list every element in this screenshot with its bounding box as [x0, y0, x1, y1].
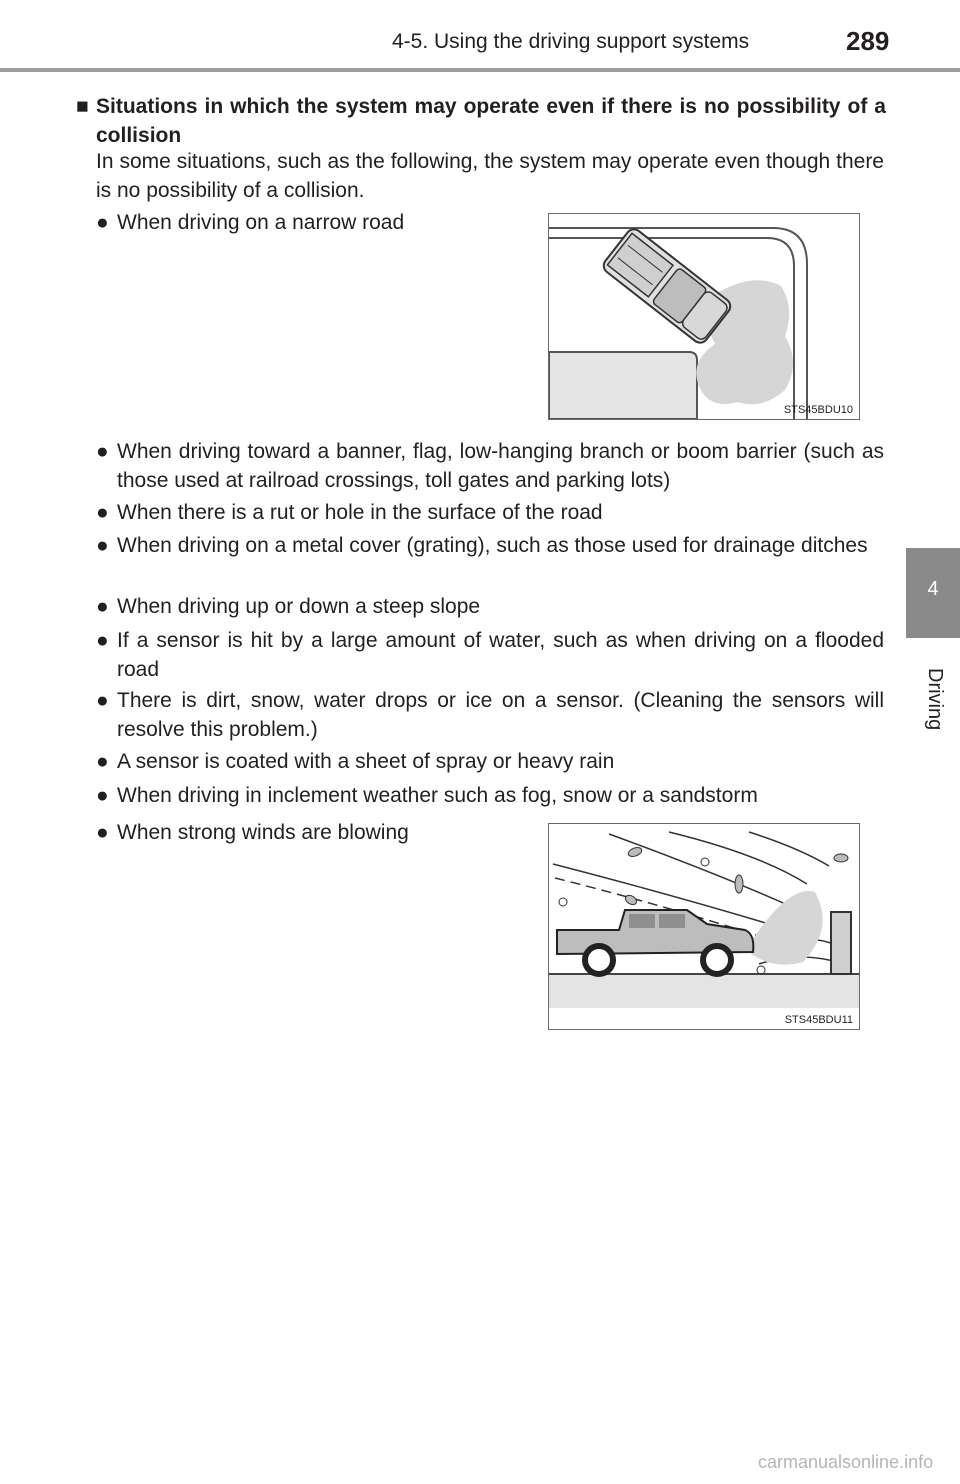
list-item — [96, 747, 884, 776]
intro-paragraph: In some situations, such as the following, the system may operate even though there is no possibility of a collision. — [96, 150, 884, 202]
bullet-icon: ● — [96, 440, 109, 463]
list-item-text: When driving up or down a steep slope — [117, 595, 481, 618]
strong-winds-illustration — [548, 823, 860, 1030]
strong-winds-drawing — [549, 824, 859, 1029]
list-item — [96, 498, 884, 527]
narrow-road-illustration — [548, 213, 860, 420]
heading-square-icon: ■ — [76, 95, 89, 118]
list-item — [96, 781, 884, 810]
narrow-road-drawing — [549, 214, 859, 419]
section-heading — [76, 92, 886, 150]
chapter-label-box — [906, 638, 960, 731]
list-item-text: When driving on a narrow road — [117, 211, 405, 234]
header-divider — [0, 68, 960, 72]
list-item — [96, 686, 884, 744]
page-number: 289 — [846, 26, 890, 56]
list-item — [96, 208, 526, 237]
bullet-icon: ● — [96, 211, 109, 234]
running-header-title: 4-5. Using the driving support systems — [392, 30, 750, 53]
chapter-label: Driving — [924, 668, 946, 731]
footer-watermark: carmanualsonline.info — [758, 1452, 934, 1472]
list-item-text: When driving on a metal cover (grating), such as those used for drainage ditches — [117, 534, 868, 557]
list-item — [96, 626, 884, 684]
list-item-text: When driving toward a banner, flag, low-hanging branch or boom barrier (such as those used at railroad crossings, toll gates and parking lots) — [117, 440, 884, 492]
bullet-icon: ● — [96, 595, 109, 618]
list-item-text: When strong winds are blowing — [117, 821, 409, 844]
list-item-text: When there is a rut or hole in the surface of the road — [117, 501, 603, 524]
figure-caption: STS45BDU10 — [783, 404, 853, 416]
bullet-icon: ● — [96, 629, 109, 652]
list-item-text: There is dirt, snow, water drops or ice on a sensor. (Cleaning the sensors will resolve this problem.) — [117, 689, 884, 741]
bullet-icon: ● — [96, 750, 109, 773]
list-item — [96, 531, 884, 560]
figure-caption: STS45BDU11 — [784, 1014, 853, 1026]
list-item-text: When driving in inclement weather such as fog, snow or a sandstorm — [117, 784, 758, 807]
section-heading-text: Situations in which the system may operate even if there is no possibility of a collision — [96, 95, 886, 147]
list-item-text: A sensor is coated with a sheet of spray or heavy rain — [117, 750, 615, 773]
chapter-tab — [906, 548, 960, 638]
bullet-icon: ● — [96, 821, 109, 844]
list-item-text: If a sensor is hit by a large amount of water, such as when driving on a flooded road — [117, 629, 884, 681]
list-item — [96, 818, 526, 847]
bullet-icon: ● — [96, 534, 109, 557]
bullet-icon: ● — [96, 784, 109, 807]
bullet-icon: ● — [96, 501, 109, 524]
chapter-number: 4 — [927, 578, 939, 600]
bullet-icon: ● — [96, 689, 109, 712]
list-item — [96, 592, 884, 621]
list-item — [96, 437, 884, 495]
